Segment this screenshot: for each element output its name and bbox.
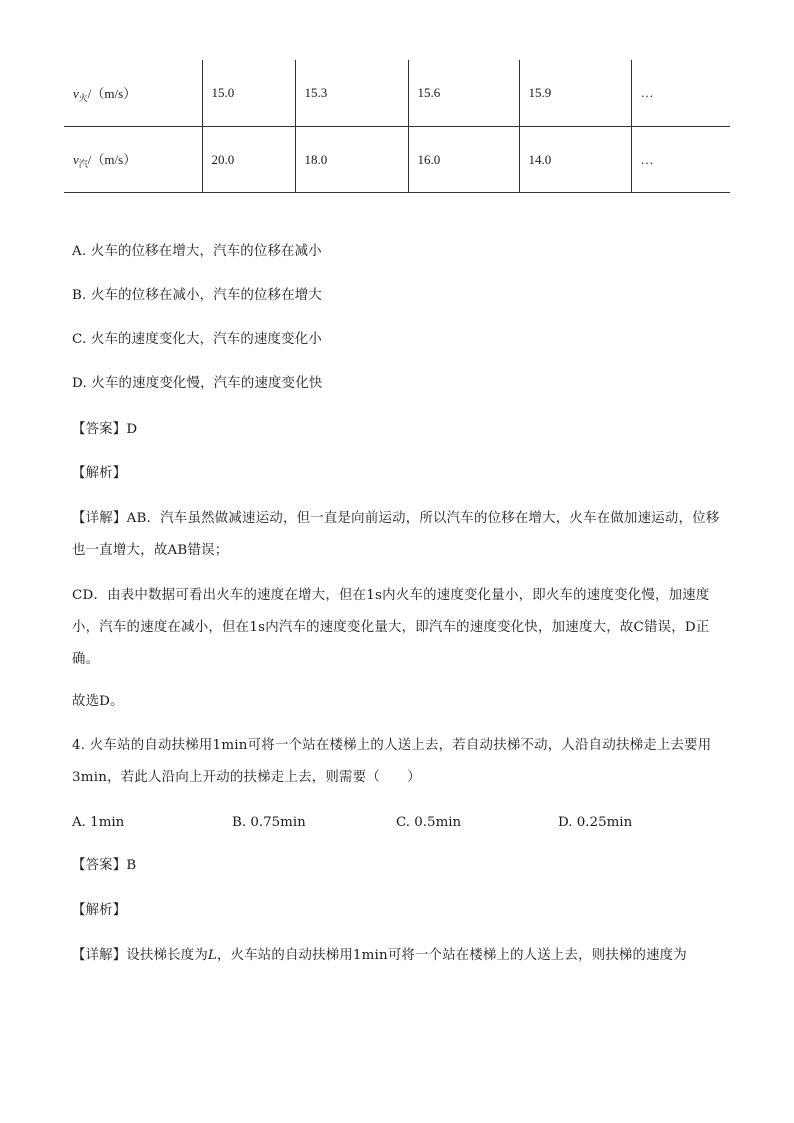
detail-tag: 【详解】 [72, 948, 127, 963]
unit-label: /（m/s） [87, 85, 137, 101]
q3-answer-line [72, 414, 724, 446]
q4-answer-line [72, 850, 724, 882]
detail-tag: 【详解】 [72, 511, 127, 526]
answer-tag: 【答案】 [72, 422, 127, 437]
q3-detail-cd: CD．由表中数据可看出火车的速度在增大，但在1s内火车的速度变化量小，即火车的速度变化慢，加速度小，汽车的速度在减小，但在1s内汽车的速度变化量大，即汽车的速度变化快，加速度大，故C错误，D正确。 [72, 588, 710, 667]
q3-analysis-tag: 【解析】 [72, 466, 127, 481]
q3-option-d: D. 火车的速度变化慢，汽车的速度变化快 [72, 376, 323, 391]
detail-ab-text: AB．汽车虽然做减速运动，但一直是向前运动，所以汽车的位移在增大，火车在做加速运动，位移也一直增大，故AB错误； [72, 511, 720, 558]
answer-value: D [126, 422, 138, 437]
table-cell: … [631, 127, 730, 193]
table-cell: 15.6 [408, 60, 519, 127]
table-cell: 15.0 [202, 60, 295, 127]
q4-detail [72, 940, 724, 972]
speed-table [64, 60, 730, 193]
q4-option-c: C. 0.5min [396, 815, 462, 830]
q3-conclusion: 故选D。 [72, 694, 124, 709]
q4-option-a: A. 1min [72, 815, 125, 830]
q3-option-a: A. 火车的位移在增大，汽车的位移在减小 [72, 244, 322, 259]
table-cell: 16.0 [408, 127, 519, 193]
table-cell: 18.0 [295, 127, 408, 193]
answer-value: B [126, 858, 137, 873]
row-label-train-speed [64, 60, 202, 127]
table-cell: 15.3 [295, 60, 408, 127]
q4-option-d: D. 0.25min [558, 815, 633, 830]
detail-pre-text: 设扶梯长度为 [126, 948, 208, 963]
q3-option-b: B. 火车的位移在减小，汽车的位移在增大 [72, 288, 322, 303]
table-row [64, 60, 730, 127]
unit-label: /（m/s） [87, 152, 137, 167]
variable-l: L [207, 948, 218, 963]
detail-post-text: ，火车站的自动扶梯用1min可将一个站在楼梯上的人送上去，则扶梯的速度为 [217, 948, 687, 963]
symbol-v: v [73, 85, 79, 101]
table-cell: … [631, 60, 730, 127]
q4-options [72, 808, 724, 838]
subscript-car: 汽 [78, 159, 88, 169]
q3-detail-ab [72, 503, 724, 567]
table-cell: 15.9 [519, 60, 631, 127]
table-cell: 20.0 [202, 127, 295, 193]
row-label-car-speed [64, 127, 202, 193]
table-row [64, 127, 730, 193]
answer-tag: 【答案】 [72, 858, 127, 873]
symbol-v: v [73, 152, 79, 167]
q4-option-b: B. 0.75min [232, 815, 306, 830]
q4-stem: 4. 火车站的自动扶梯用1min可将一个站在楼梯上的人送上去，若自动扶梯不动，人沿自动扶梯走上去要用3min，若此人沿向上开动的扶梯走上去，则需要（ ） [72, 738, 712, 785]
q3-option-c: C. 火车的速度变化大，汽车的速度变化小 [72, 332, 322, 347]
table-cell: 14.0 [519, 127, 631, 193]
subscript-train: 火 [78, 92, 88, 103]
q4-analysis-tag: 【解析】 [72, 903, 127, 918]
